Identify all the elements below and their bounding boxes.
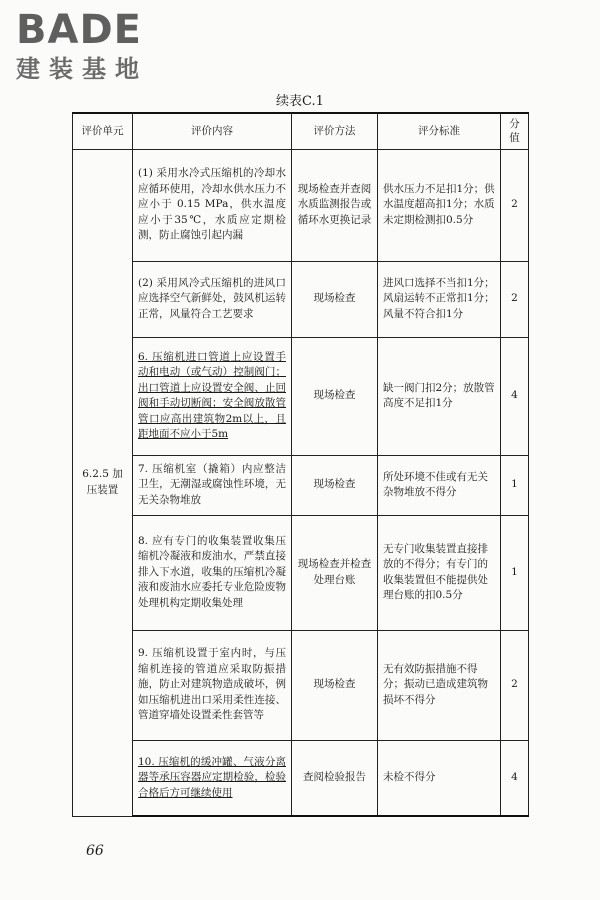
score-cell: 1 [501,515,529,630]
header-score: 分值 [501,113,529,149]
logo-brand: BADE [16,7,142,53]
logo [16,8,186,84]
standard-cell: 所处环境不佳或有无关杂物堆放不得分 [378,455,501,515]
content-cell: (2) 采用风冷式压缩机的进风口应选择空气新鲜处，鼓风机运转正常，风量符合工艺要求 [133,261,292,337]
standard-cell: 供水压力不足扣1分；供水温度超高扣1分；水质未定期检测扣0.5分 [378,149,501,261]
method-cell: 现场检查 [292,630,378,740]
standard-cell: 无有效防振措施不得分；振动已造成建筑物损坏不得分 [378,630,501,740]
standard-cell: 缺一阀门扣2分；放散管高度不足扣1分 [378,337,501,455]
content-cell: 10. 压缩机的缓冲罐、气液分离器等承压容器应定期检验，检验合格后方可继续使用 [133,740,292,816]
score-cell: 2 [501,149,529,261]
score-cell: 1 [501,455,529,515]
page-number: 66 [86,843,104,859]
content-cell: 6. 压缩机进口管道上应设置手动和电动（或气动）控制阀门；出口管道上应设置安全阀、止回阀和手动切断阀；安全阀放散管管口应高出建筑物2m以上，且距地面不应小于5m [133,337,292,455]
header-method: 评价方法 [292,113,378,149]
method-cell: 查阅检验报告 [292,740,378,816]
method-cell: 现场检查 [292,455,378,515]
header-standard: 评分标准 [378,113,501,149]
header-unit: 评价单元 [73,113,133,149]
method-cell: 现场检查并检查处理台账 [292,515,378,630]
table-row [73,455,529,515]
score-cell: 2 [501,261,529,337]
method-cell: 现场检查 [292,337,378,455]
score-cell: 4 [501,337,529,455]
score-cell: 4 [501,740,529,816]
standard-cell: 无专门收集装置直接排放的不得分；有专门的收集装置但不能提供处理台账的扣0.5分 [378,515,501,630]
score-cell: 2 [501,630,529,740]
evaluation-table [72,112,529,817]
content-cell: (1) 采用水冷式压缩机的冷却水应循环使用，冷却水供水压力不应小于 0.15 MPa，供水温度应小于35℃，水质应定期检测，防止腐蚀引起内漏 [133,149,292,261]
standard-cell: 未检不得分 [378,740,501,816]
table-header-row [73,113,529,149]
table-row [73,337,529,455]
table-row [73,515,529,630]
content-cell: 7. 压缩机室（撬箱）内应整洁卫生，无潮湿或腐蚀性环境，无无关杂物堆放 [133,455,292,515]
table-row [73,630,529,740]
table-row [73,261,529,337]
standard-cell: 进风口选择不当扣1分；风扇运转不正常扣1分；风量不符合扣1分 [378,261,501,337]
content-cell: 9. 压缩机设置于室内时，与压缩机连接的管道应采取防振措施，防止对建筑物造成破坏，例如压缩机进出口采用柔性连接、管道穿墙处设置柔性套管等 [133,630,292,740]
logo-subtitle: 建装基地 [16,55,148,83]
table-caption: 续表C.1 [276,94,324,109]
unit-cell: 6.2.5 加压装置 [73,149,133,816]
header-content: 评价内容 [133,113,292,149]
table-row [73,149,529,261]
method-cell: 现场检查并查阅水质监测报告或循环水更换记录 [292,149,378,261]
method-cell: 现场检查 [292,261,378,337]
content-cell: 8. 应有专门的收集装置收集压缩机冷凝液和废油水，严禁直接排入下水道，收集的压缩机冷凝液和废油水应委托专业危险废物处理机构定期收集处理 [133,515,292,630]
table-row [73,740,529,816]
